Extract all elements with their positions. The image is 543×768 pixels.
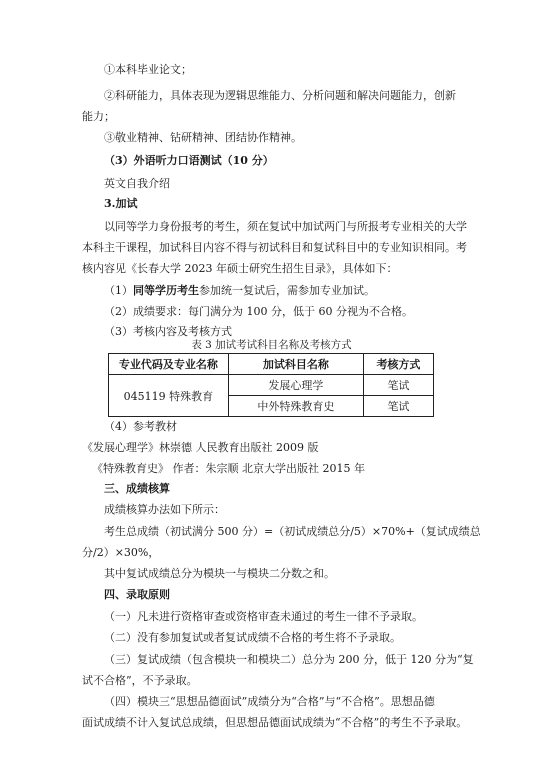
reference-book-2: 《特殊教育史》 作者：朱宗顺 北京大学出版社 2015 年 (92, 462, 365, 475)
table-cell-major: 045119 特殊教育 (109, 375, 229, 417)
extra-exam-table (108, 353, 434, 417)
table-cell-subject: 发展心理学 (228, 375, 363, 396)
table-cell-subject: 中外特殊教育史 (228, 396, 363, 417)
admission-rule-4-cont: 面试成绩不计入复试总成绩，但思想品德面试成绩为“不合格”的考生不予录取。 (82, 716, 468, 729)
paragraph-line: 核内容见《长春大学 2023 年硕士研究生招生目录》，具体如下： (82, 262, 398, 275)
requirement-1 (104, 284, 375, 298)
reference-book-1: 《发展心理学》林崇德 人民教育出版社 2009 版 (82, 441, 319, 454)
table-header-cell: 加试科目名称 (228, 354, 363, 375)
requirement-1-emphasis: 同等学历考生 (133, 284, 199, 297)
admission-rule-3-cont: 试不合格”，不予录取。 (82, 674, 198, 687)
paragraph-line: 本科主干课程，加试科目内容不得与初试科目和复试科目中的专业知识相同。考 (82, 241, 467, 254)
table-caption: 表 3 加试考试科目名称及考核方式 (191, 339, 352, 351)
section-heading-oral-test: （3）外语听力口语测试（10 分） (104, 154, 274, 167)
requirement-1-prefix: （1） (104, 284, 133, 297)
table-cell-method: 笔试 (363, 375, 433, 396)
criterion-3: ③敬业精神、钻研精神、团结协作精神。 (104, 131, 302, 144)
section-heading-score: 三、成绩核算 (104, 482, 170, 495)
requirement-3: （3）考核内容及考核方式 (104, 325, 232, 338)
paragraph-line: 其中复试成绩总分为模块一与模块二分数之和。 (104, 567, 335, 580)
criterion-2: ②科研能力，具体表现为逻辑思维能力、分析问题和解决问题能力，创新 (104, 89, 456, 102)
section-heading-extra-exam: 3.加试 (104, 197, 138, 210)
table-row (109, 375, 434, 396)
score-formula: 考生总成绩（初试满分 500 分）=（初试成绩总分/5）×70%+（复试成绩总 (104, 525, 481, 538)
requirement-4: （4）参考教材 (104, 420, 177, 433)
table-header-cell: 专业代码及专业名称 (109, 354, 229, 375)
admission-rule-4: （四）模块三“思想品德面试”成绩分为“合格”与“不合格”。思想品德 (104, 695, 435, 708)
admission-rule-2: （二）没有参加复试或者复试成绩不合格的考生将不予录取。 (104, 631, 401, 644)
admission-rule-1: （一）凡未进行资格审查或资格审查未通过的考生一律不予录取。 (104, 610, 423, 623)
oral-test-content: 英文自我介绍 (104, 177, 170, 190)
criterion-2-cont: 能力； (82, 110, 115, 123)
paragraph-line: 以同等学力身份报考的考生，须在复试中加试两门与所报考专业相关的大学 (104, 220, 467, 233)
paragraph-line: 成绩核算办法如下所示： (104, 503, 225, 516)
table-header-cell: 考核方式 (363, 354, 433, 375)
criterion-1: ①本科毕业论文； (104, 63, 192, 76)
table-header-row (109, 354, 434, 375)
requirement-1-text: 参加统一复试后，需参加专业加试。 (199, 284, 375, 297)
score-formula-cont: 分/2）×30%， (82, 546, 160, 559)
admission-rule-3: （三）复试成绩（包含模块一和模块二）总分为 200 分，低于 120 分为“复 (104, 653, 474, 666)
requirement-2: （2）成绩要求：每门满分为 100 分，低于 60 分视为不合格。 (104, 305, 413, 318)
table-cell-method: 笔试 (363, 396, 433, 417)
section-heading-admission: 四、录取原则 (104, 588, 170, 601)
